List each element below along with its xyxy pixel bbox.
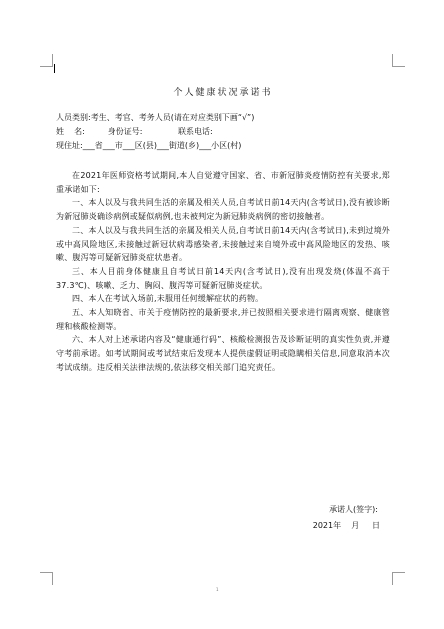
crop-mark-top-left <box>40 54 53 67</box>
text-cursor <box>54 64 55 73</box>
date-line: 2021年 月 日 <box>312 521 380 530</box>
paragraph-6: 六、本人对上述承诺内容及“健康通行码”、核酸检测报告及诊断证明的真实性负责,并遵守考前承诺。如考试期间或考试结束后发现本人提供虚假证明或隐瞒相关信息,同意取消本次考试成绩。违反相关法律法规的,依法移交相关部门追究责任。 <box>56 335 390 372</box>
paragraph-4: 四、本人在考试入场前,未服用任何缓解症状的药物。 <box>72 294 264 304</box>
field-name-id-phone: 姓 名: 身份证号: 联系电话: <box>56 127 213 136</box>
paragraph-5: 五、本人知晓省、市关于疫情防控的最新要求,并已按照相关要求进行隔离观察、健康管理和核酸检测等。 <box>56 308 390 331</box>
page-number: 1 <box>216 587 219 592</box>
field-address: 现住址:___省___市___区(县)___街道(乡)___小区(村) <box>56 141 242 150</box>
paragraph-3: 三、本人目前身体健康且自考试日前14天内(含考试日),没有出现发烧(体温不高于37.3℃)、咳嗽、乏力、胸闷、腹泻等可疑新冠肺炎症状。 <box>56 266 390 290</box>
signature-block <box>56 502 390 534</box>
crop-mark-bottom-right <box>392 572 405 585</box>
commitment-body <box>56 169 390 375</box>
paragraph-1: 一、本人以及与我共同生活的亲属及相关人员,自考试日前14天内(含考试日),没有被诊断为新冠肺炎确诊病例或疑似病例,也未被判定为新冠肺炎病例的密切接触者。 <box>56 198 390 222</box>
signature-label: 承诺人(签字): <box>329 505 378 514</box>
document-title: 个人健康状况承诺书 <box>173 88 273 98</box>
paragraph-intro: 在2021年医师资格考试期间,本人自觉遵守国家、省、市新冠肺炎疫情防控有关要求,郑重承诺如下: <box>56 171 390 194</box>
field-personnel-category: 人员类别:考生、考官、考务人员(请在对应类别下画“√”) <box>56 113 255 122</box>
crop-mark-bottom-left <box>40 572 53 585</box>
paragraph-2: 二、本人以及与我共同生活的亲属及相关人员,自考试日前14天内(含考试日),未到过境外或中高风险地区,未接触过新冠状病毒感染者,未接触过来自境外或中高风险地区的发热、咳嗽、腹泻等可疑新冠肺炎症状患者。 <box>56 225 390 263</box>
crop-mark-top-right <box>392 54 405 67</box>
personal-info-fields <box>56 111 390 153</box>
